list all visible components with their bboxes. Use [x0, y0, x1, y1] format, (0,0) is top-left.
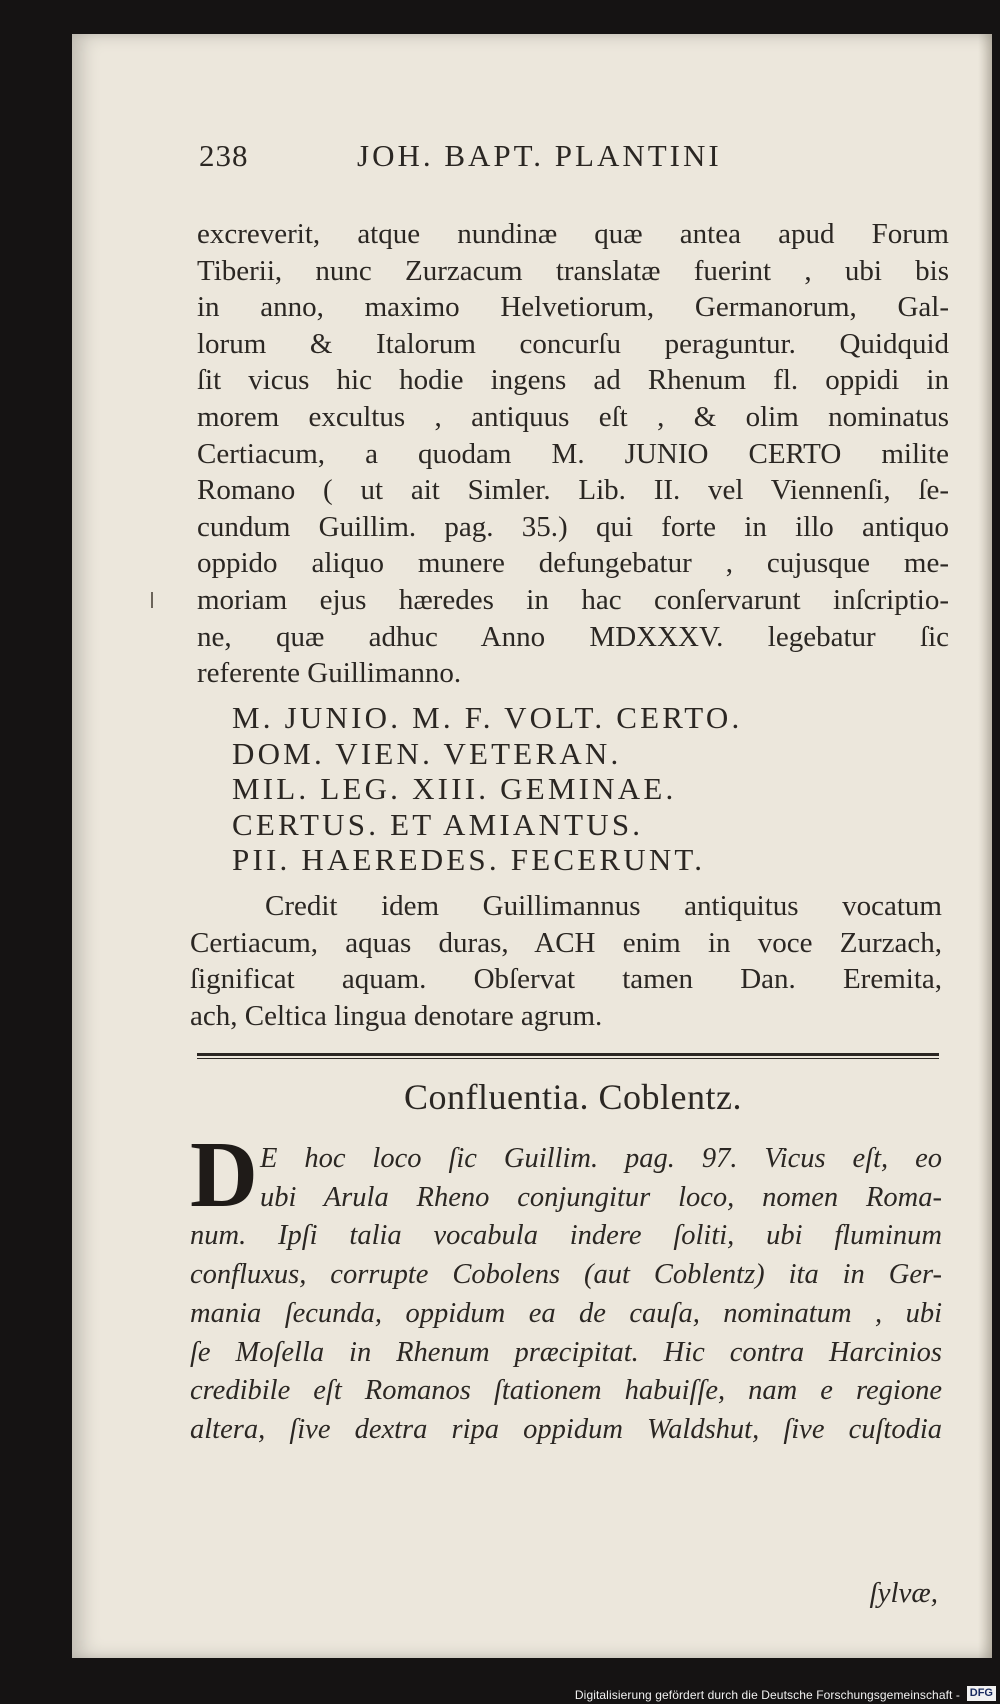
paper-speck: [151, 592, 153, 608]
text-line: oppido aliquo munere defungebatur , cujusque me-: [197, 547, 949, 580]
page-number: 238: [199, 138, 249, 173]
paragraph-1: [197, 216, 949, 692]
text-line: cundum Guillim. pag. 35.) qui forte in illo antiquo: [197, 510, 949, 543]
text-line: Tiberii, nunc Zurzacum translatæ fuerint , ubi bis: [197, 254, 949, 287]
section-divider-thick: [197, 1053, 939, 1056]
text-line: excreverit, atque nundinæ quæ antea apud Forum: [197, 218, 949, 250]
text-line: in anno, maximo Helvetiorum, Germanorum, Gal-: [197, 291, 949, 324]
digitization-footer: [0, 1682, 1000, 1704]
section-heading: Confluentia. Coblentz.: [404, 1077, 742, 1117]
text-line: E hoc loco ſic Guillim. pag. 97. Vicus eſt, eo: [260, 1143, 942, 1174]
inscription-line: MIL. LEG. XIII. GEMINAE.: [232, 771, 677, 806]
text-line: ſit vicus hic hodie ingens ad Rhenum fl. oppidi in: [197, 364, 949, 397]
page-header: [199, 138, 839, 186]
text-line: lorum & Italorum concurſu peraguntur. Quidquid: [197, 327, 949, 360]
dfg-logo-icon: DFG: [967, 1686, 996, 1701]
text-line: Romano ( ut ait Simler. Lib. II. vel Viennenſi, ſe-: [197, 474, 949, 507]
inscription-line: DOM. VIEN. VETERAN.: [232, 735, 622, 771]
text-line: ach, Celtica lingua denotare agrum.: [190, 999, 603, 1032]
inscription-line: M. JUNIO. M. F. VOLT. CERTO.: [232, 700, 743, 735]
text-line: Certiacum, a quodam M. JUNIO CERTO milite: [197, 437, 949, 470]
text-line: mania ſecunda, oppidum ea de cauſa, nominatum , ubi: [190, 1297, 942, 1329]
paragraph-3: [190, 1140, 942, 1450]
paragraph-2: [190, 888, 942, 1034]
section-divider-thin: [197, 1058, 939, 1059]
running-title: JOH. BAPT. PLANTINI: [357, 138, 722, 173]
text-line: referente Guillimanno.: [197, 657, 462, 690]
drop-cap-initial: D: [190, 1123, 258, 1227]
text-line: ſe Moſella in Rhenum præcipitat. Hic contra Harcinios: [190, 1336, 942, 1368]
text-line: ubi Arula Rheno conjungitur loco, nomen Roma-: [260, 1181, 942, 1213]
text-line: ne, quæ adhuc Anno MDXXXV. legebatur ſic: [197, 620, 949, 653]
text-line: Certiacum, aquas duras, ACH enim in voce Zurzach,: [190, 926, 942, 959]
text-line: altera, ſive dextra ripa oppidum Waldshut, ſive cuſtodia: [190, 1413, 942, 1445]
text-line: morem excultus , antiquus eſt , & olim nominatus: [197, 400, 949, 433]
text-line: num. Ipſi talia vocabula indere ſoliti, ubi fluminum: [190, 1220, 942, 1252]
inscription-line: PII. HAEREDES. FECERUNT.: [232, 842, 706, 877]
inscription-line: CERTUS. ET AMIANTUS.: [232, 806, 644, 842]
text-line: Credit idem Guillimannus antiquitus vocatum: [265, 890, 942, 922]
footer-credit: Digitalisierung gefördert durch die Deutsche Forschungsgemeinschaft -: [574, 1688, 960, 1702]
text-line: credibile eſt Romanos ſtationem habuiſſe, nam e regione: [190, 1375, 942, 1407]
text-line: moriam ejus hæredes in hac conſervarunt inſcriptio-: [197, 583, 949, 616]
text-line: confluxus, corrupte Cobolens (aut Coblentz) ita in Ger-: [190, 1259, 942, 1291]
latin-inscription: [232, 700, 892, 878]
catchword: ſylvæ,: [869, 1577, 938, 1609]
text-line: ſignificat aquam. Obſervat tamen Dan. Eremita,: [190, 963, 942, 996]
